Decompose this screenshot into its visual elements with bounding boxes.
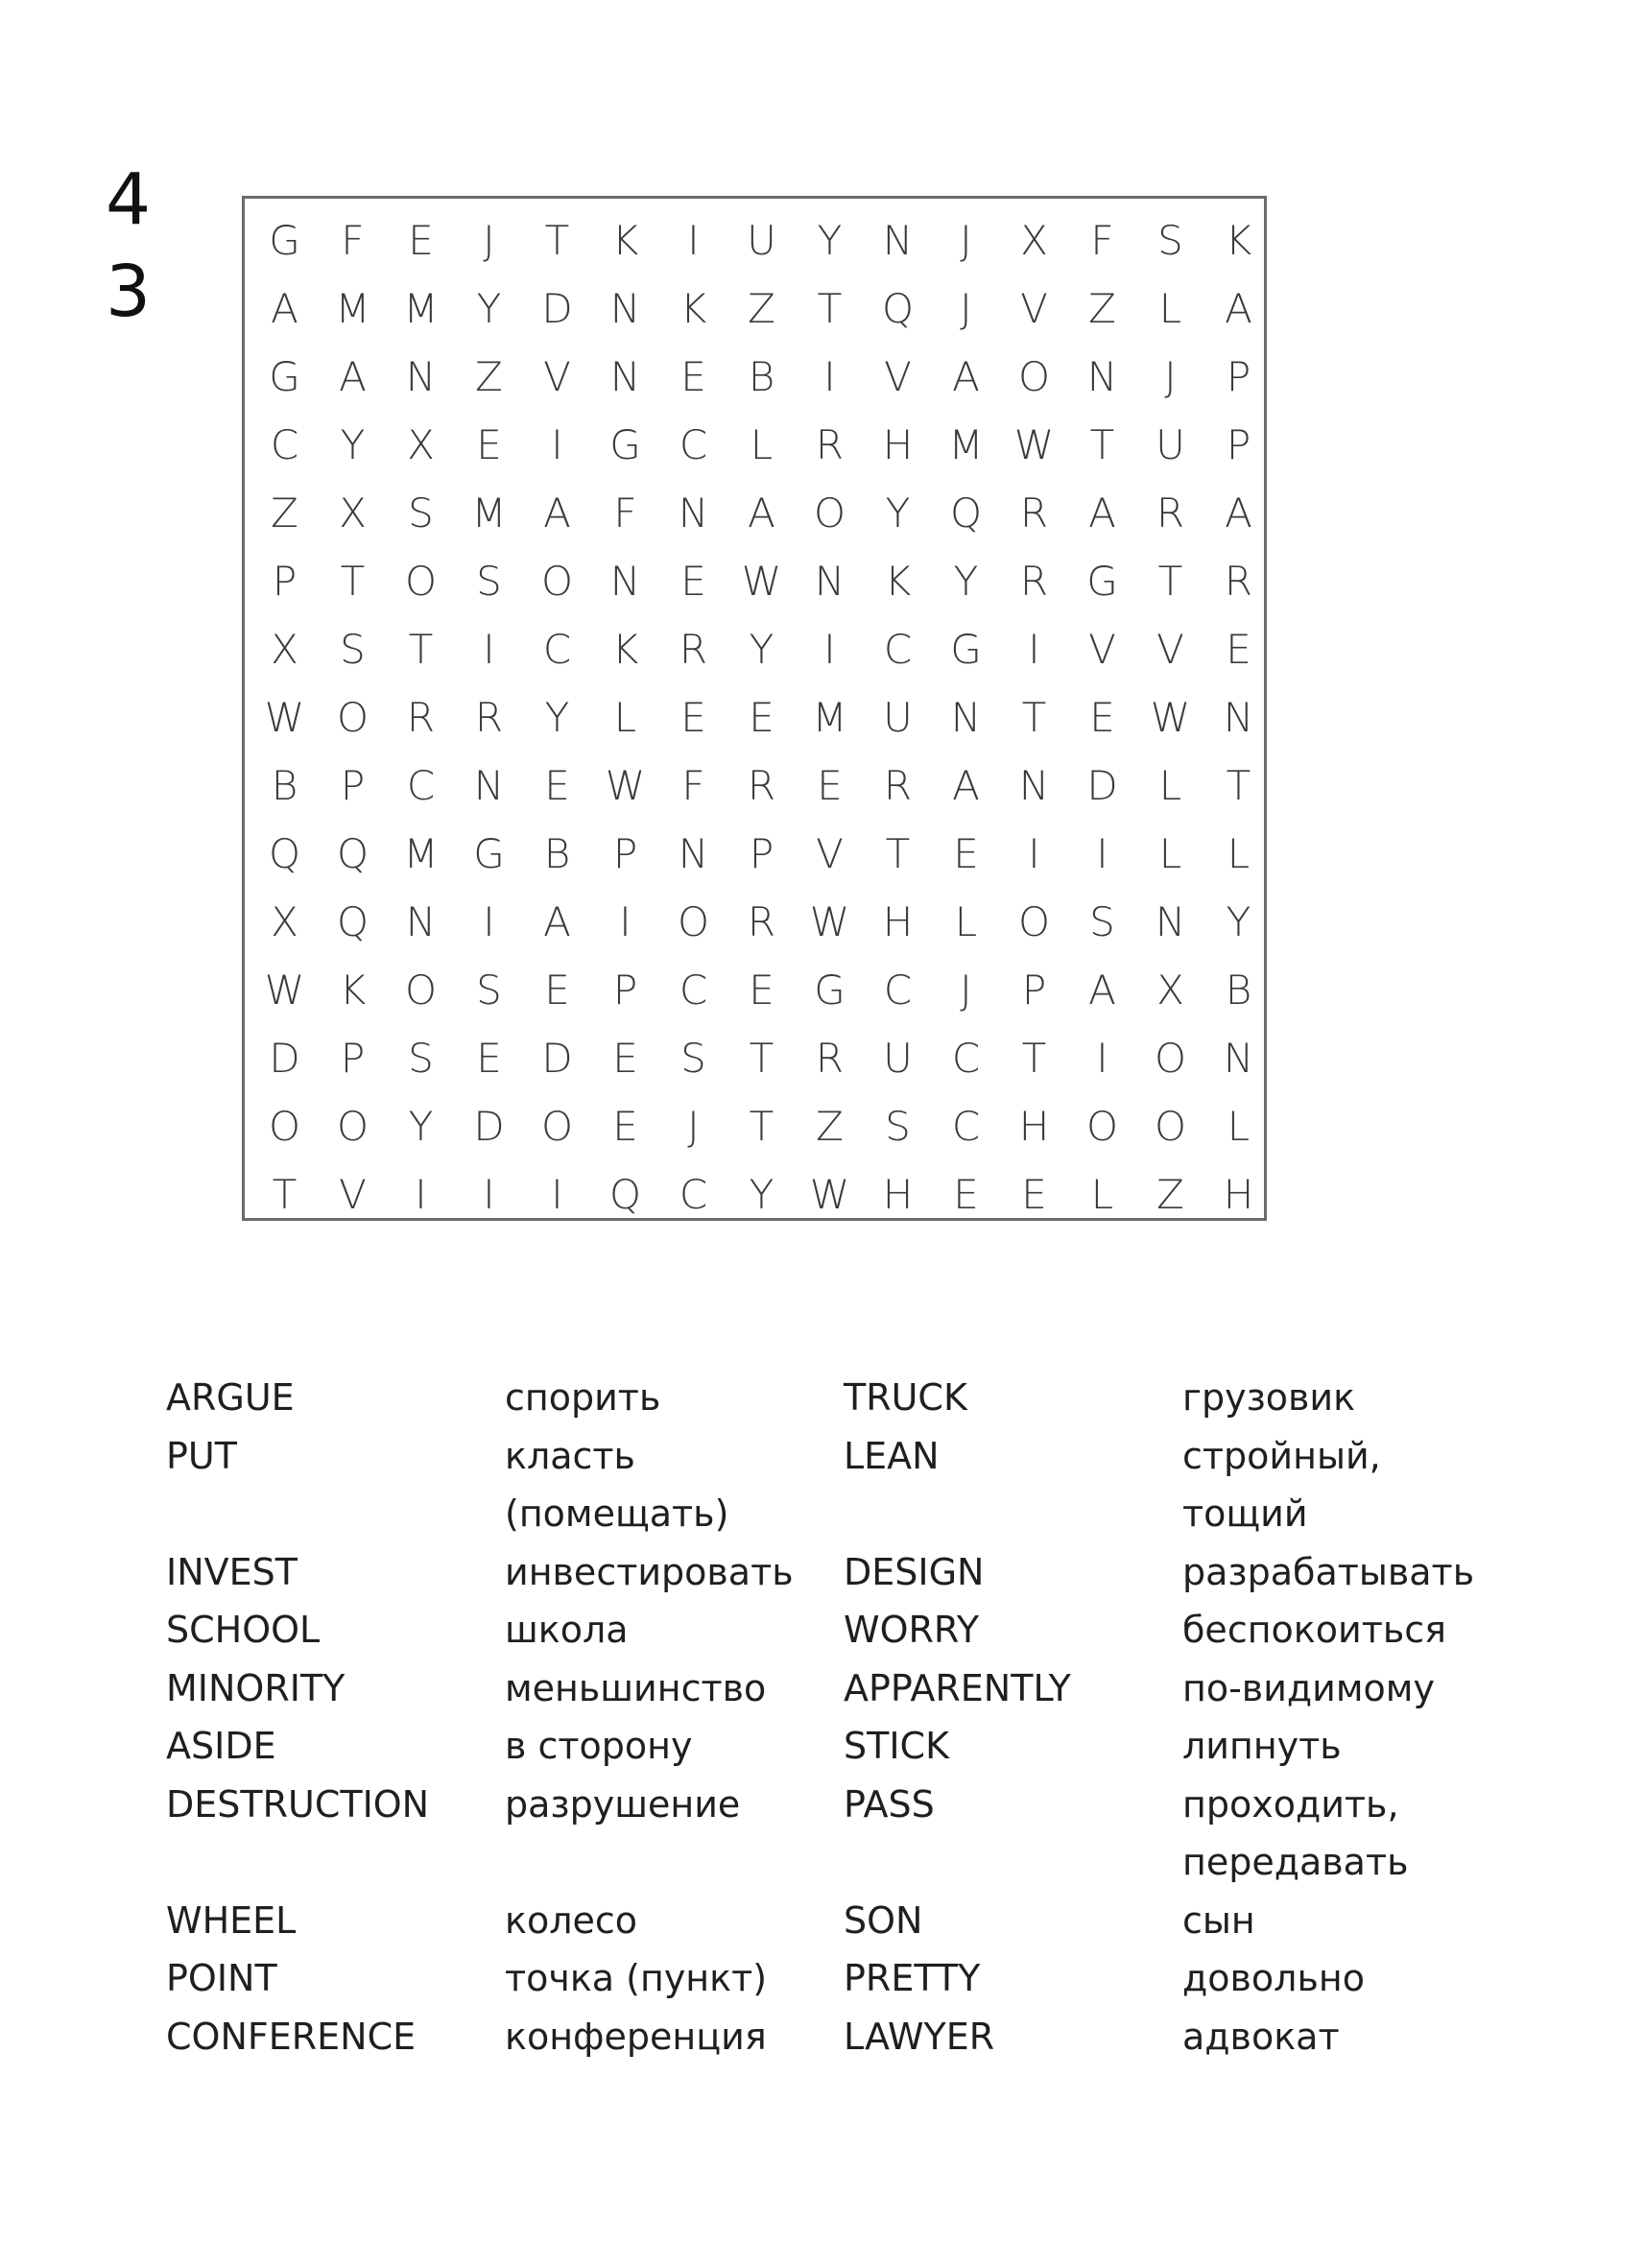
grid-letter: K [679, 284, 707, 332]
grid-letter: W [1150, 693, 1191, 741]
grid-letter: T [544, 216, 570, 264]
grid-letter: F [613, 489, 637, 537]
russian-translation: по-видимому [1182, 1666, 1435, 1709]
grid-letter: N [609, 352, 641, 400]
english-word: ASIDE [166, 1725, 276, 1767]
grid-letter: N [882, 216, 914, 264]
grid-letter: I [1096, 829, 1108, 877]
grid-letter: D [269, 1034, 300, 1082]
grid-letter: O [1017, 352, 1051, 400]
grid-letter: V [1020, 284, 1048, 332]
grid-letter: O [404, 966, 438, 1014]
grid-letter: Y [749, 625, 774, 673]
grid-letter: K [1225, 216, 1252, 264]
grid-letter: L [613, 693, 637, 741]
grid-letter: I [483, 625, 495, 673]
grid-letter: T [749, 1102, 774, 1150]
grid-letter: B [1225, 966, 1252, 1014]
grid-letter: A [748, 489, 775, 537]
grid-letter: T [885, 829, 911, 877]
grid-letter: R [815, 420, 845, 468]
grid-letter: N [1018, 761, 1050, 809]
russian-translation: сын [1182, 1898, 1255, 1942]
grid-letter: P [612, 829, 638, 877]
grid-letter: T [340, 557, 366, 605]
grid-letter: S [1089, 897, 1115, 945]
grid-letter: S [1157, 216, 1183, 264]
grid-letter: N [1223, 1034, 1254, 1082]
grid-letter: E [1089, 693, 1115, 741]
grid-letter: K [339, 966, 367, 1014]
grid-letter: V [1088, 625, 1116, 673]
english-word: MINORITY [166, 1666, 345, 1709]
grid-letter: U [747, 216, 776, 264]
grid-letter: E [680, 693, 706, 741]
grid-letter: Z [1088, 284, 1116, 332]
grid-letter: U [883, 1034, 913, 1082]
grid-letter: K [884, 557, 912, 605]
grid-letter: Z [1156, 1170, 1184, 1218]
grid-letter: H [1018, 1102, 1050, 1150]
grid-letter: A [543, 897, 571, 945]
grid-letter: A [339, 352, 367, 400]
grid-letter: E [749, 693, 774, 741]
grid-letter: M [948, 420, 984, 468]
russian-translation: адвокат [1182, 2015, 1340, 2058]
grid-letter: O [1017, 897, 1051, 945]
grid-letter: T [1021, 1034, 1047, 1082]
grid-letter: C [951, 1034, 981, 1082]
grid-letter: H [882, 897, 914, 945]
grid-letter: W [809, 897, 850, 945]
grid-letter: N [678, 829, 709, 877]
grid-letter: T [1089, 420, 1115, 468]
grid-letter: E [1226, 625, 1251, 673]
english-word: WHEEL [166, 1898, 297, 1942]
grid-letter: O [336, 1102, 369, 1150]
grid-letter: Y [817, 216, 843, 264]
english-word: SON [844, 1898, 923, 1942]
grid-letter: H [1223, 1170, 1254, 1218]
grid-letter: O [1154, 1102, 1187, 1150]
grid-letter: N [1086, 352, 1118, 400]
grid-letter: I [619, 897, 631, 945]
grid-letter: U [883, 693, 913, 741]
grid-letter: R [406, 693, 436, 741]
russian-translation: колесо [505, 1898, 638, 1942]
grid-letter: J [960, 216, 972, 264]
grid-letter: C [883, 966, 913, 1014]
grid-letter: S [476, 557, 502, 605]
grid-letter: L [1090, 1170, 1114, 1218]
grid-letter: N [678, 489, 709, 537]
russian-translation: беспокоиться [1182, 1609, 1446, 1651]
grid-letter: U [1156, 420, 1185, 468]
grid-letter: P [340, 761, 366, 809]
grid-letter: R [1019, 557, 1049, 605]
grid-letter: M [403, 284, 439, 332]
grid-letter: P [612, 966, 638, 1014]
russian-translation: класть (помещать) [505, 1434, 729, 1535]
grid-letter: I [483, 1170, 495, 1218]
grid-letter: O [336, 693, 369, 741]
grid-letter: K [611, 625, 639, 673]
grid-letter: I [823, 352, 836, 400]
grid-letter: N [1223, 693, 1254, 741]
grid-letter: V [1156, 625, 1184, 673]
grid-letter: C [883, 625, 913, 673]
english-word: DESIGN [844, 1550, 985, 1593]
grid-letter: I [551, 420, 563, 468]
russian-translation: точка (пункт) [505, 1957, 768, 1999]
grid-letter: I [1028, 829, 1040, 877]
grid-letter: L [1158, 284, 1182, 332]
russian-translation: меньшинство [505, 1666, 767, 1709]
english-word: PASS [844, 1782, 935, 1826]
grid-letter: T [1226, 761, 1251, 809]
grid-letter: D [1086, 761, 1118, 809]
grid-letter: M [403, 829, 439, 877]
grid-letter: I [483, 897, 495, 945]
grid-letter: A [271, 284, 298, 332]
grid-letter: R [747, 761, 776, 809]
grid-letter: I [823, 625, 836, 673]
grid-letter: P [749, 829, 774, 877]
english-word: SCHOOL [166, 1609, 321, 1651]
grid-letter: Y [408, 1102, 434, 1150]
grid-letter: G [269, 352, 300, 400]
english-word: INVEST [166, 1550, 298, 1593]
grid-letter: C [406, 761, 436, 809]
english-word: STICK [844, 1725, 949, 1767]
grid-letter: O [1085, 1102, 1119, 1150]
grid-letter: J [687, 1102, 700, 1150]
grid-letter: E [544, 761, 570, 809]
russian-translation: довольно [1182, 1957, 1365, 1999]
grid-letter: M [335, 284, 370, 332]
grid-letter: O [404, 557, 438, 605]
english-word: CONFERENCE [166, 2015, 417, 2058]
grid-letter: N [405, 352, 437, 400]
grid-letter: Y [953, 557, 979, 605]
grid-letter: P [272, 557, 298, 605]
grid-letter: B [543, 829, 571, 877]
russian-translation: спорить [505, 1376, 661, 1419]
word-search-grid [250, 206, 1273, 1228]
grid-letter: I [551, 1170, 563, 1218]
grid-letter: R [1224, 557, 1253, 605]
grid-letter: L [750, 420, 774, 468]
grid-letter: L [1158, 829, 1182, 877]
grid-letter: G [814, 966, 846, 1014]
grid-letter: Y [749, 1170, 774, 1218]
grid-letter: E [680, 557, 706, 605]
grid-letter: W [1013, 420, 1055, 468]
grid-letter: T [817, 284, 843, 332]
grid-letter: G [950, 625, 982, 673]
grid-letter: O [677, 897, 710, 945]
grid-letter: R [1156, 489, 1185, 537]
russian-translation: липнуть [1182, 1725, 1342, 1767]
grid-letter: P [1226, 420, 1251, 468]
grid-letter: C [270, 420, 299, 468]
russian-translation: грузовик [1182, 1376, 1356, 1419]
grid-letter: Y [340, 420, 366, 468]
grid-letter: J [960, 966, 972, 1014]
grid-letter: Y [476, 284, 502, 332]
grid-letter: Q [949, 489, 983, 537]
russian-translation: разрушение [505, 1782, 741, 1826]
grid-letter: W [809, 1170, 850, 1218]
grid-letter: R [883, 761, 913, 809]
grid-letter: O [1154, 1034, 1187, 1082]
grid-letter: V [543, 352, 571, 400]
grid-letter: F [341, 216, 365, 264]
russian-translation: конференция [505, 2015, 767, 2058]
russian-translation: школа [505, 1609, 629, 1651]
grid-letter: E [953, 829, 979, 877]
grid-letter: P [1021, 966, 1047, 1014]
grid-letter: E [476, 1034, 502, 1082]
grid-letter: A [1225, 489, 1252, 537]
grid-letter: K [611, 216, 639, 264]
grid-letter: T [408, 625, 434, 673]
english-word: PRETTY [844, 1957, 981, 1999]
grid-letter: H [882, 1170, 914, 1218]
grid-letter: C [679, 966, 708, 1014]
grid-letter: L [954, 897, 978, 945]
grid-letter: N [405, 897, 437, 945]
grid-letter: Q [268, 829, 301, 877]
grid-letter: N [950, 693, 982, 741]
grid-letter: G [269, 216, 300, 264]
grid-letter: H [882, 420, 914, 468]
english-word: WORRY [844, 1609, 980, 1651]
grid-letter: D [541, 284, 573, 332]
grid-letter: I [415, 1170, 427, 1218]
russian-translation: инвестировать [505, 1550, 794, 1593]
grid-letter: R [815, 1034, 845, 1082]
grid-letter: I [1096, 1034, 1108, 1082]
grid-letter: L [1158, 761, 1182, 809]
grid-letter: E [817, 761, 843, 809]
grid-letter: A [1088, 966, 1116, 1014]
grid-letter: P [340, 1034, 366, 1082]
grid-letter: W [264, 693, 305, 741]
page-number: 4 3 [106, 158, 152, 333]
grid-letter: Q [881, 284, 915, 332]
russian-translation: разрабатывать [1182, 1550, 1475, 1593]
grid-letter: Z [748, 284, 775, 332]
grid-letter: P [1226, 352, 1251, 400]
grid-letter: A [543, 489, 571, 537]
grid-letter: A [952, 352, 980, 400]
grid-letter: E [749, 966, 774, 1014]
grid-letter: Z [816, 1102, 844, 1150]
english-word: TRUCK [844, 1376, 967, 1419]
grid-letter: A [1225, 284, 1252, 332]
russian-translation: проходить, передавать [1182, 1782, 1409, 1883]
english-word: LAWYER [844, 2015, 995, 2058]
grid-letter: W [264, 966, 305, 1014]
grid-letter: D [473, 1102, 505, 1150]
grid-letter: V [816, 829, 844, 877]
grid-letter: T [749, 1034, 774, 1082]
grid-letter: E [544, 966, 570, 1014]
grid-letter: E [953, 1170, 979, 1218]
grid-letter: I [687, 216, 700, 264]
grid-letter: R [679, 625, 708, 673]
grid-letter: N [814, 557, 846, 605]
grid-letter: Q [336, 897, 369, 945]
grid-letter: F [1090, 216, 1114, 264]
grid-letter: O [540, 557, 574, 605]
grid-letter: O [813, 489, 846, 537]
grid-letter: X [339, 489, 367, 537]
grid-letter: Y [1226, 897, 1251, 945]
grid-letter: X [1156, 966, 1184, 1014]
grid-letter: N [1155, 897, 1186, 945]
grid-letter: V [339, 1170, 367, 1218]
grid-letter: O [268, 1102, 301, 1150]
grid-letter: X [271, 625, 298, 673]
grid-letter: C [951, 1102, 981, 1150]
grid-letter: E [612, 1102, 638, 1150]
grid-letter: X [271, 897, 298, 945]
grid-letter: S [408, 1034, 434, 1082]
grid-letter: G [473, 829, 505, 877]
grid-letter: I [1028, 625, 1040, 673]
grid-letter: L [1227, 829, 1251, 877]
grid-letter: Y [885, 489, 911, 537]
grid-letter: G [1086, 557, 1118, 605]
grid-letter: R [474, 693, 504, 741]
english-word: LEAN [844, 1434, 940, 1477]
english-word: PUT [166, 1434, 237, 1477]
english-word: ARGUE [166, 1376, 295, 1419]
grid-letter: X [1020, 216, 1048, 264]
english-word: POINT [166, 1957, 277, 1999]
grid-letter: C [679, 420, 708, 468]
grid-letter: S [408, 489, 434, 537]
grid-letter: E [612, 1034, 638, 1082]
grid-letter: E [476, 420, 502, 468]
grid-letter: G [609, 420, 641, 468]
english-word: APPARENTLY [844, 1666, 1071, 1709]
grid-letter: S [680, 1034, 706, 1082]
grid-letter: X [407, 420, 435, 468]
grid-letter: N [609, 284, 641, 332]
word-list [166, 1369, 1510, 2065]
russian-translation: стройный, тощий [1182, 1434, 1381, 1535]
grid-letter: E [408, 216, 434, 264]
grid-letter: T [272, 1170, 298, 1218]
grid-letter: Q [336, 829, 369, 877]
grid-letter: M [812, 693, 847, 741]
grid-letter: R [747, 897, 776, 945]
grid-letter: J [1164, 352, 1177, 400]
grid-letter: N [609, 557, 641, 605]
grid-letter: F [681, 761, 705, 809]
russian-translation: в сторону [505, 1725, 693, 1767]
grid-letter: J [483, 216, 495, 264]
english-word: DESTRUCTION [166, 1782, 430, 1826]
grid-letter: L [1227, 1102, 1251, 1150]
grid-letter: J [960, 284, 972, 332]
grid-letter: T [1021, 693, 1047, 741]
grid-letter: S [885, 1102, 911, 1150]
grid-letter: D [541, 1034, 573, 1082]
grid-letter: O [540, 1102, 574, 1150]
grid-letter: B [271, 761, 298, 809]
grid-letter: E [1021, 1170, 1047, 1218]
grid-letter: S [476, 966, 502, 1014]
grid-letter: A [952, 761, 980, 809]
grid-letter: E [680, 352, 706, 400]
grid-letter: Y [544, 693, 570, 741]
grid-letter: N [473, 761, 505, 809]
grid-letter: W [605, 761, 646, 809]
grid-letter: A [1088, 489, 1116, 537]
grid-letter: Z [475, 352, 503, 400]
grid-letter: Z [271, 489, 298, 537]
grid-letter: Q [608, 1170, 642, 1218]
grid-letter: B [748, 352, 775, 400]
grid-letter: C [542, 625, 572, 673]
grid-letter: M [471, 489, 507, 537]
grid-letter: C [679, 1170, 708, 1218]
grid-letter: R [1019, 489, 1049, 537]
grid-letter: V [884, 352, 912, 400]
grid-letter: W [741, 557, 782, 605]
grid-letter: S [340, 625, 366, 673]
grid-letter: T [1157, 557, 1183, 605]
